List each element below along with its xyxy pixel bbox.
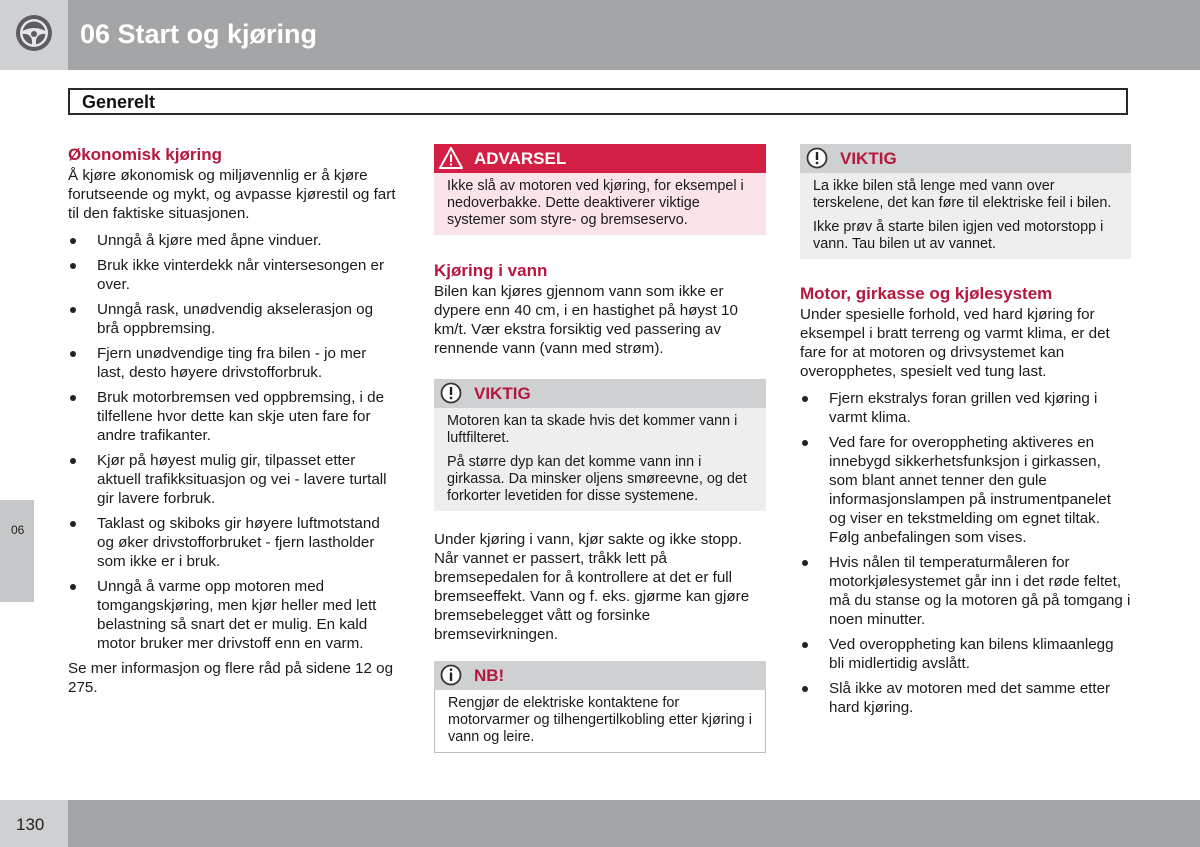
important-label: VIKTIG: [474, 384, 531, 403]
heading-engine-cooling: Motor, girkasse og kjølesystem: [800, 284, 1053, 303]
heading-driving-in-water: Kjøring i vann: [434, 261, 548, 280]
important-text-4: Ikke prøv å starte bilen igjen ved motorstopp i vann. Tau bilen ut av vannet.: [813, 219, 1104, 252]
warning-text-box: [434, 173, 766, 235]
section-title: Generelt: [82, 92, 156, 112]
side-tab-label: 06: [11, 523, 25, 537]
bullet-icon: [70, 458, 76, 464]
note-box: [434, 661, 766, 753]
list-item: Ved overoppheting kan bilens klimaanlegg bli midlertidig avslått.: [800, 635, 1131, 673]
note-header: [434, 661, 766, 690]
section-title-box: [68, 88, 1128, 115]
bullet-icon: [802, 686, 808, 692]
important-text-1: Motoren kan ta skade hvis det kommer vann i luftfilteret.: [447, 413, 738, 446]
bullet-icon: [802, 396, 808, 402]
important-text-box: [434, 408, 766, 511]
outro-paragraph: Se mer informasjon og flere råd på sidene 12 og 275.: [68, 660, 394, 696]
bullet-icon: [802, 440, 808, 446]
chapter-title: 06 Start og kjøring: [80, 19, 318, 49]
engine-tips-list: [800, 389, 1131, 717]
water-paragraph: Bilen kan kjøres gjennom vann som ikke er dypere enn 40 cm, i en hastighet på høyst 10 km/t. Vær ekstra forsiktig ved passering av rennende vann (vann med strøm).: [434, 283, 738, 357]
important-text-box-2: [800, 173, 1131, 259]
page-footer: [0, 800, 1200, 847]
steering-wheel-icon: [14, 13, 54, 53]
warning-triangle-icon: [439, 147, 463, 169]
column-middle: [434, 144, 766, 753]
intro-paragraph: Å kjøre økonomisk og miljøvennlig er å kjøre forutseende og mykt, og avpasse kjørestil og fart til den faktiske situasjonen.: [68, 167, 396, 222]
bullet-icon: [70, 238, 76, 244]
list-item: Kjør på høyest mulig gir, tilpasset etter aktuell trafikksituasjon og vei - lavere turtall gir lavere forbruk.: [68, 451, 398, 508]
column-left: [68, 144, 398, 697]
note-text: Rengjør de elektriske kontaktene for motorvarmer og tilhengertilkobling etter kjøring i vann og leire.: [448, 695, 752, 745]
bullet-icon: [70, 521, 76, 527]
important-header: [434, 379, 766, 408]
list-item: Ved fare for overoppheting aktiveres en innebygd sikkerhetsfunksjon i girkassen, som blant annet tenner den gule informasjonslampen på instrumentpanelet og viser en tekstmelding om egnet tiltak. Følg anbefalingen som vises.: [800, 433, 1131, 547]
exclamation-icon: [439, 382, 463, 404]
bullet-icon: [802, 560, 808, 566]
list-item: Fjern unødvendige ting fra bilen - jo mer last, desto høyere drivstofforbruk.: [68, 344, 398, 382]
note-label: NB!: [474, 666, 505, 685]
engine-intro: Under spesielle forhold, ved hard kjøring for eksempel i bratt terreng og varmt klima, er det fare for at motoren og drivsystemet kan overopphetes, spesielt ved tung last.: [800, 306, 1110, 380]
list-item: Bruk ikke vinterdekk når vintersesongen er over.: [68, 256, 398, 294]
tips-list: [68, 231, 398, 653]
warning-text: Ikke slå av motoren ved kjøring, for eksempel i nedoverbakke. Dette deaktiverer viktige systemer som styre- og bremseservo.: [447, 178, 744, 228]
list-item: Unngå å varme opp motoren med tomgangskjøring, men kjør heller med lett belastning så snart det er mulig. En kald motor bruker mer drivstoff enn en varm.: [68, 577, 398, 653]
bullet-icon: [70, 307, 76, 313]
chapter-icon-tab: [0, 0, 68, 70]
footer-tab: [0, 800, 68, 847]
chapter-header: [0, 0, 1200, 70]
exclamation-icon: [805, 147, 829, 169]
list-item: Slå ikke av motoren med det samme etter hard kjøring.: [800, 679, 1131, 717]
bullet-icon: [70, 395, 76, 401]
page-number: 130: [16, 815, 45, 834]
info-icon: [439, 664, 463, 686]
bullet-icon: [802, 642, 808, 648]
note-text-box: [434, 690, 766, 753]
water-paragraph-2: Under kjøring i vann, kjør sakte og ikke stopp. Når vannet er passert, tråkk lett på bremsepedalen for å kontrollere at det er full bremseeffekt. Vann og f. eks. gjørme kan gjøre bremsebelegget vått og forsinke bremsevirkningen.: [434, 531, 750, 643]
heading-economic-driving: Økonomisk kjøring: [68, 145, 222, 164]
important-box-2: [800, 144, 1131, 259]
list-item: Unngå rask, unødvendig akselerasjon og brå oppbremsing.: [68, 300, 398, 338]
list-item: Taklast og skiboks gir høyere luftmotstand og øker drivstofforbruket - fjern lastholder som ikke er i bruk.: [68, 514, 398, 571]
bullet-icon: [70, 584, 76, 590]
important-label-2: VIKTIG: [840, 149, 897, 168]
warning-box: [434, 144, 766, 235]
list-item: Hvis nålen til temperaturmåleren for motorkjølesystemet går inn i det røde feltet, må du stanse og la motoren gå på tomgang i noen minutter.: [800, 553, 1131, 629]
important-box: [434, 379, 766, 511]
list-item: Fjern ekstralys foran grillen ved kjøring i varmt klima.: [800, 389, 1131, 427]
important-header-2: [800, 144, 1131, 173]
warning-label: ADVARSEL: [474, 149, 567, 168]
list-item: Bruk motorbremsen ved oppbremsing, i de tilfellene hvor dette kan skje uten fare for andre trafikanter.: [68, 388, 398, 445]
column-right: [800, 144, 1131, 723]
warning-header: [434, 144, 766, 173]
bullet-icon: [70, 351, 76, 357]
important-text-2: På større dyp kan det komme vann inn i girkassa. Da minsker oljens smøreevne, og det forkorter levetiden for disse systemene.: [447, 454, 747, 504]
bullet-icon: [70, 263, 76, 269]
chapter-side-tab: [0, 500, 34, 602]
important-text-3: La ikke bilen stå lenge med vann over terskelene, det kan føre til elektriske feil i bilen.: [813, 178, 1112, 211]
list-item: Unngå å kjøre med åpne vinduer.: [68, 231, 398, 250]
